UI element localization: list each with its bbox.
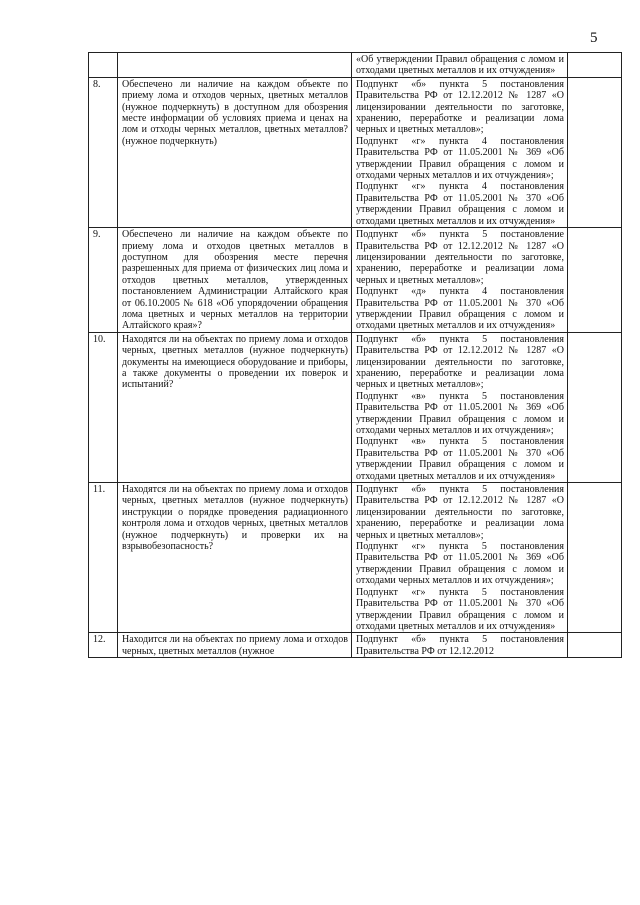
legal-reference: Подпункт «б» пункта 5 постановление Правительства РФ от 12.12.2012 № 1287 «О лицензировании деятельности по заготовке, хранению, переработке и реализации лома черных и цветных металлов»; (356, 229, 564, 286)
legal-reference: Подпункт «в» пункта 5 постановления Правительства РФ от 11.05.2001 № 369 «Об утверждении Правил обращения с ломом и отходами черных металлов и их отчуждения»; (356, 390, 564, 436)
answer-cell (568, 633, 622, 658)
legal-reference: Подпункт «д» пункта 4 постановления Правительства РФ от 11.05.2001 № 370 «Об утверждении Правил обращения с ломом и отходами цветных металлов и их отчуждения» (356, 286, 564, 332)
answer-cell (568, 228, 622, 333)
legal-reference: Подпункт «б» пункта 5 постановления Правительства РФ от 12.12.2012 (356, 634, 564, 657)
answer-cell (568, 53, 622, 78)
row-number (89, 53, 118, 78)
checklist-table (88, 52, 622, 658)
legal-reference: Подпункт «б» пункта 5 постановления Правительства РФ от 12.12.2012 № 1287 «О лицензировании деятельности по заготовке, хранению, переработке и реализации лома черных и цветных металлов»; (356, 484, 564, 541)
legal-reference: Подпункт «г» пункта 4 постановления Правительства РФ от 11.05.2001 № 370 «Об утверждении Правил обращения с ломом и отходами цветных металлов и их отчуждения» (356, 181, 564, 227)
legal-reference-cell (352, 332, 568, 482)
row-number: 8. (89, 77, 118, 227)
table-row (89, 53, 622, 78)
question-cell (118, 53, 352, 78)
table-row (89, 633, 622, 658)
legal-reference-cell (352, 77, 568, 227)
question-cell: Находятся ли на объектах по приему лома и отходов черных, цветных металлов (нужное подчеркнуть) инструкции о порядке проведения радиационного контроля лома и отходов черных, цветных металлов (нужное подчеркнуть) и проверки их на взрывобезопасность? (118, 483, 352, 633)
answer-cell (568, 483, 622, 633)
question-cell: Обеспечено ли наличие на каждом объекте по приему лома и отходов черных, цветных металлов (нужное подчеркнуть) в доступном для обозрения месте информации об условиях приема и ценах на лом и отходы черных металлов, цветных металлов? (нужное подчеркнуть) (118, 77, 352, 227)
legal-reference: Подпункт «г» пункта 5 постановления Правительства РФ от 11.05.2001 № 369 «Об утверждении Правил обращения с ломом и отходами черных металлов и их отчуждения»; (356, 541, 564, 587)
legal-reference: Подпункт «б» пункта 5 постановления Правительства РФ от 12.12.2012 № 1287 «О лицензировании деятельности по заготовке, хранению, переработке и реализации лома черных и цветных металлов»; (356, 78, 564, 136)
row-number: 10. (89, 332, 118, 482)
table-row (89, 332, 622, 482)
row-number: 9. (89, 228, 118, 333)
table-row (89, 483, 622, 633)
legal-reference-cell (352, 228, 568, 333)
legal-reference-cell (352, 53, 568, 78)
question-cell: Находятся ли на объектах по приему лома и отходов черных, цветных металлов (нужное подчеркнуть) документы на имеющиеся оборудование и приборы, а также документы о проведении их поверок и испытаний? (118, 332, 352, 482)
legal-reference: Подпункт «в» пункта 5 постановления Правительства РФ от 11.05.2001 № 370 «Об утверждении Правил обращения с ломом и отходами цветных металлов и их отчуждения» (356, 436, 564, 482)
legal-reference: Подпункт «г» пункта 5 постановления Правительства РФ от 11.05.2001 № 370 «Об утверждении Правил обращения с ломом и отходами цветных металлов и их отчуждения» (356, 586, 564, 632)
legal-reference-cell (352, 633, 568, 658)
question-cell: Обеспечено ли наличие на каждом объекте по приему лома и отходов цветных металлов в доступном для обозрения месте перечня разрешенных для приема от физических лиц лома и отходов цветных металлов, утвержденных постановлением Администрации Алтайского края от 06.10.2005 № 618 «Об упорядочении обращения лома цветных и черных металлов на территории Алтайского края»? (118, 228, 352, 333)
question-cell: Находится ли на объектах по приему лома и отходов черных, цветных металлов (нужное (118, 633, 352, 658)
answer-cell (568, 332, 622, 482)
legal-reference: Подпункт «б» пункта 5 постановления Правительства РФ от 12.12.2012 № 1287 «О лицензировании деятельности по заготовке, хранению, переработке и реализации лома черных и цветных металлов»; (356, 333, 564, 391)
legal-reference-cell (352, 483, 568, 633)
legal-reference: Подпункт «г» пункта 4 постановления Правительства РФ от 11.05.2001 № 369 «Об утверждении Правил обращения с ломом и отходами черных металлов и их отчуждения»; (356, 135, 564, 182)
checklist-body (89, 53, 622, 658)
row-number: 11. (89, 483, 118, 633)
row-number: 12. (89, 633, 118, 658)
legal-reference: «Об утверждении Правил обращения с ломом и отходами цветных металлов и их отчуждения» (356, 54, 564, 77)
page-number: 5 (590, 30, 598, 46)
answer-cell (568, 77, 622, 227)
table-row (89, 228, 622, 333)
table-row (89, 77, 622, 227)
